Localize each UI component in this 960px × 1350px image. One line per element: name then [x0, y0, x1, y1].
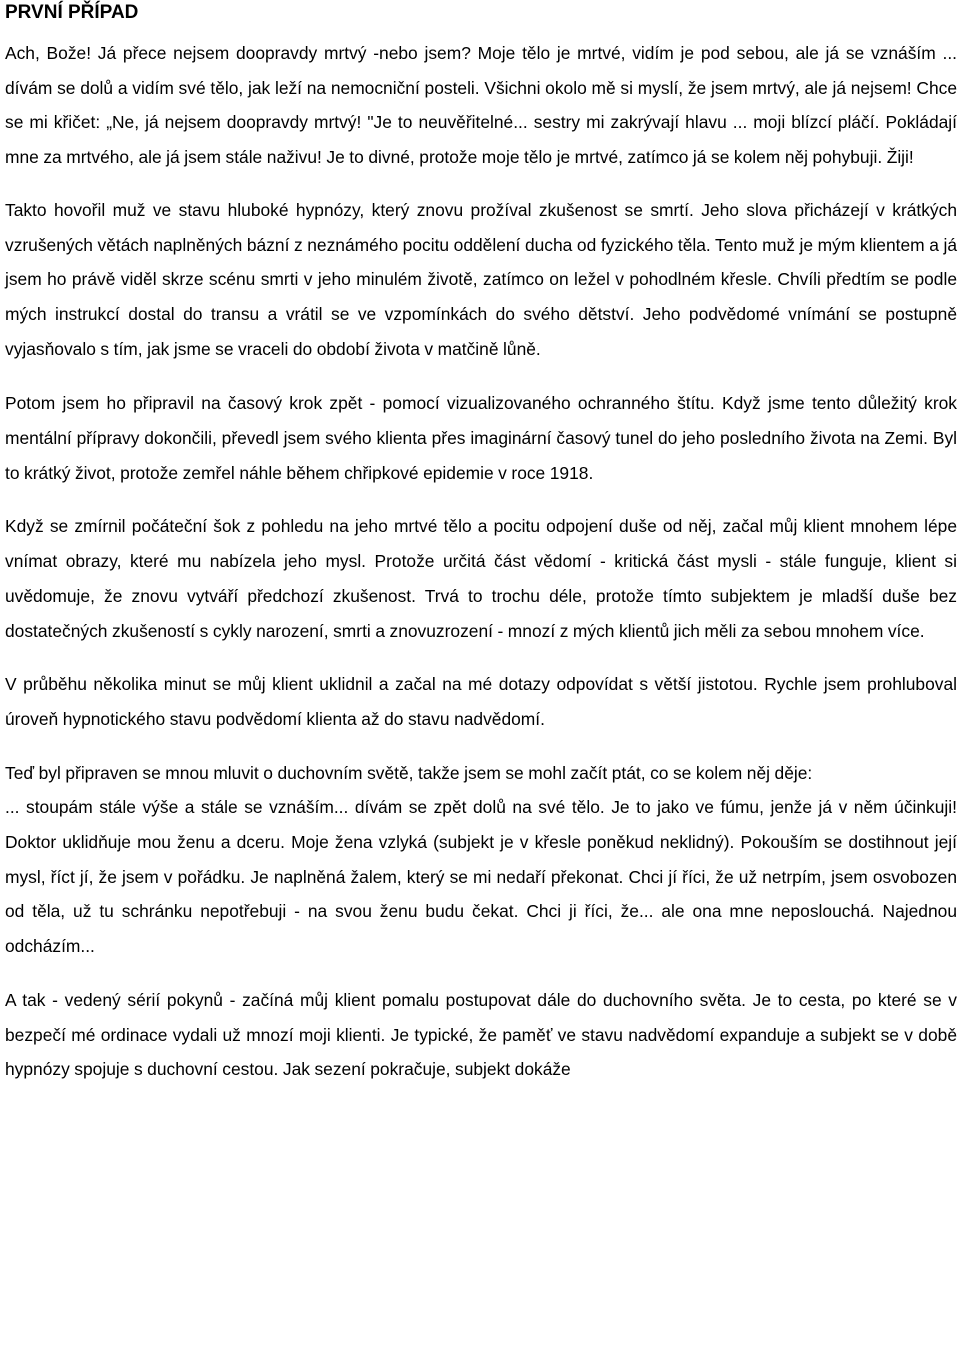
paragraph-6: Teď byl připraven se mnou mluvit o duchovním světě, takže jsem se mohl začít ptát, co se kolem něj děje: [5, 762, 813, 783]
document-title: PRVNÍ PŘÍPAD [5, 2, 139, 23]
paragraph-7: ... stoupám stále výše a stále se vznáším... dívám se zpět dolů na své tělo. Je to jako ve fúmu, jenže já v něm účinkuji! Doktor uklidňuje mou ženu a dceru. Moje žena vzlyká (subjekt je v křesle poněkud neklidný). Pokouším se dostihnout její mysl, říct jí, že jsem v pořádku. Je naplněná žalem, který se mi nedaří překonat. Chci jí říci, že už netrpím, jsem osvobozen od těla, už tu schránku nepotřebuji - na svou ženu budu čekat. Chci ji říci, že... ale ona mne neposlouchá. Najednou odcházím... [5, 797, 957, 957]
paragraph-2: Takto hovořil muž ve stavu hluboké hypnózy, který znovu prožíval zkušenost se smrtí. Jeho slova přicházejí v krátkých vzrušených větách naplněných bázní z neznámého pocitu oddělení ducha od fyzického těla. Tento muž je mým klientem a já jsem ho právě viděl skrze scénu smrti v jeho minulém životě, zatímco on ležel v pohodlném křesle. Chvíli předtím se podle mých instrukcí dostal do transu a vrátil se ve vzpomínkách do svého dětství. Jeho podvědomé vnímání se postupně vyjasňovalo s tím, jak jsme se vraceli do období života v matčině lůně. [5, 199, 957, 359]
paragraph-4: Když se zmírnil počáteční šok z pohledu na jeho mrtvé tělo a pocitu odpojení duše od něj, začal můj klient mnohem lépe vnímat obrazy, které mu nabízela jeho mysl. Protože určitá část vědomí - kritická část mysli - stále funguje, klient si uvědomuje, že znovu vytváří předchozí zkušenost. Trvá to trochu déle, protože tímto subjektem je mladší duše bez dostatečných zkušeností s cykly narození, smrti a znovuzrození - mnozí z mých klientů jich měli za sebou mnohem více. [5, 516, 957, 641]
paragraph-3: Potom jsem ho připravil na časový krok zpět - pomocí vizualizovaného ochranného štítu. Když jsme tento důležitý krok mentální přípravy dokončili, převedl jsem svého klienta přes imaginární časový tunel do jeho posledního života na Zemi. Byl to krátký život, protože zemřel náhle během chřipkové epidemie v roce 1918. [5, 393, 957, 483]
paragraph-5: V průběhu několika minut se můj klient uklidnil a začal na mé dotazy odpovídat s větší jistotou. Rychle jsem prohluboval úroveň hypnotického stavu podvědomí klienta až do stavu nadvědomí. [5, 674, 957, 729]
paragraph-8: A tak - vedený sérií pokynů - začíná můj klient pomalu postupovat dále do duchovního světa. Je to cesta, po které se v bezpečí mé ordinace vydali už mnozí moji klienti. Je typické, že paměť ve stavu nadvědomí expanduje a subjekt se v době hypnózy spojuje s duchovní cestou. Jak sezení pokračuje, subjekt dokáže [5, 989, 957, 1080]
paragraph-1: Ach, Bože! Já přece nejsem doopravdy mrtvý -nebo jsem? Moje tělo je mrtvé, vidím je pod sebou, ale já se vznáším ... dívám se dolů a vidím své tělo, jak leží na nemocniční posteli. Všichni okolo mě si myslí, že jsem mrtvý, ale já nejsem! Chce se mi křičet: „Ne, já nejsem doopravdy mrtvý! "Je to neuvěřitelné... sestry mi zakrývají hlavu ... moji blízcí pláčí. Pokládají mne za mrtvého, ale já jsem stále naživu! Je to divné, protože moje tělo je mrtvé, zatímco já se kolem něj pohybuji. Žiji! [5, 43, 957, 168]
document-page [5, 0, 957, 1087]
